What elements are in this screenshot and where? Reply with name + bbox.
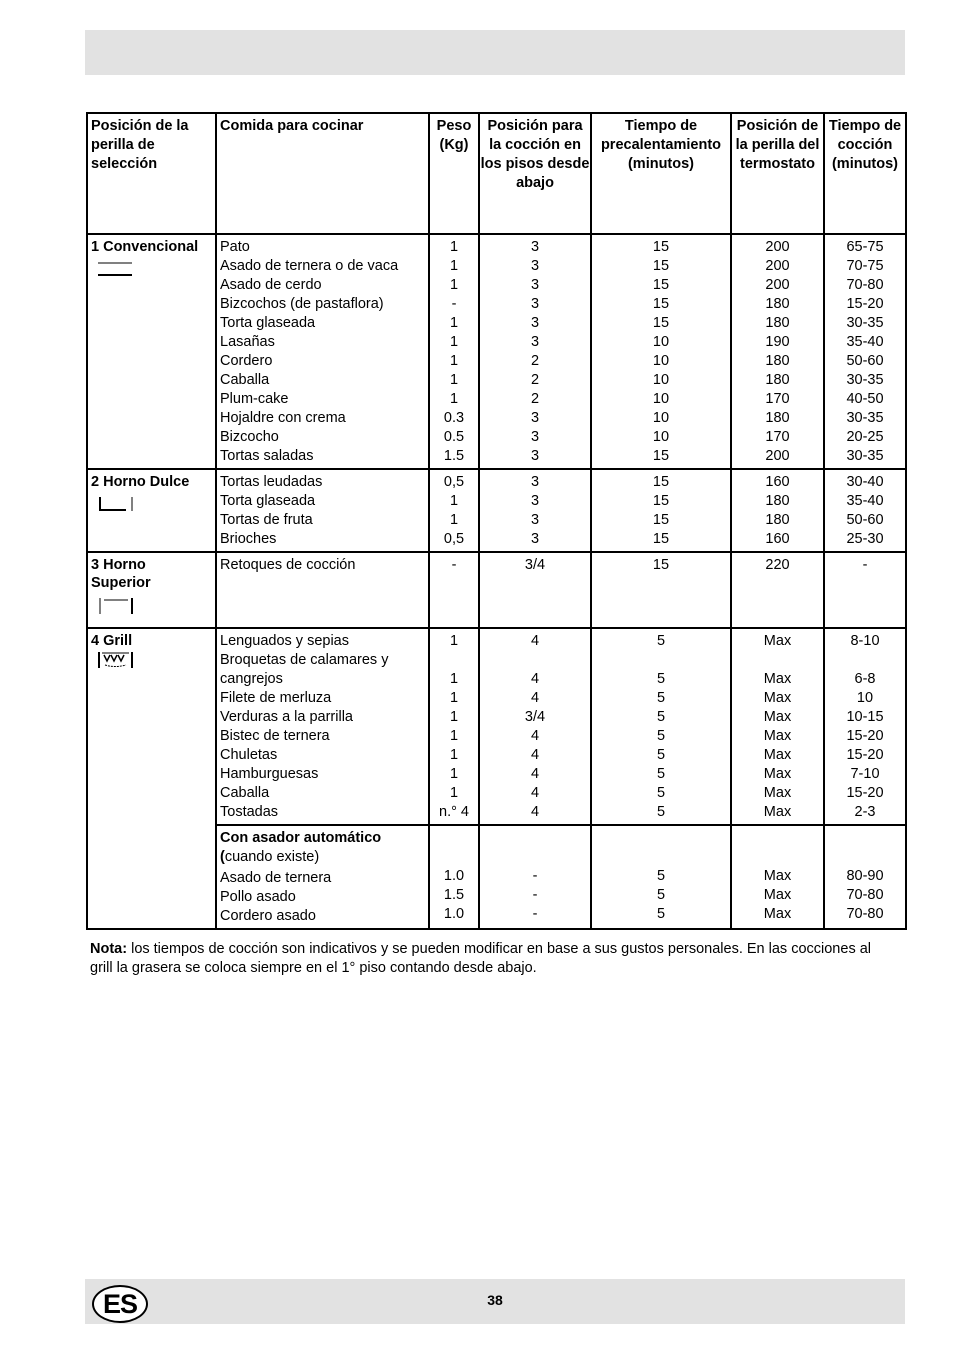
table-cell-line: 2 <box>530 372 540 388</box>
table-cell-line: 170 <box>765 391 790 407</box>
table-cell-line: 15-20 <box>846 728 884 744</box>
level-list <box>480 470 590 551</box>
table-cell-line: Max <box>763 633 792 649</box>
rotisserie-heading: Con asador automático <box>220 830 382 846</box>
table-cell-line: Asado de ternera <box>220 870 332 886</box>
language-badge: ES <box>92 1285 148 1323</box>
table-cell-line: 15 <box>652 239 670 255</box>
table-cell-line: 5 <box>656 868 666 884</box>
table-cell-line: 10 <box>652 334 670 350</box>
section-grill <box>87 628 906 825</box>
table-cell-line: Max <box>763 766 792 782</box>
table-cell-line: Bistec de ternera <box>220 728 330 744</box>
level-list <box>480 553 590 577</box>
table-cell-line: 40-50 <box>846 391 884 407</box>
table-cell-line: 200 <box>765 239 790 255</box>
table-cell-line: 15 <box>652 557 670 573</box>
table-cell-line: Cordero asado <box>220 908 316 924</box>
preheat-list <box>592 553 730 577</box>
table-cell-line: Asado de cerdo <box>220 277 322 293</box>
table-cell-line: Caballa <box>220 372 270 388</box>
table-cell-line: 3 <box>530 315 540 331</box>
table-cell-line: 3 <box>530 410 540 426</box>
time-list <box>825 826 905 926</box>
rotisserie-subheading: (cuando existe) <box>220 849 320 865</box>
col-header-time: Tiempo de cocción (minutos) <box>824 113 906 234</box>
food-list <box>217 629 428 824</box>
section-title: 2 Horno Dulce <box>91 474 190 490</box>
table-cell-line: 5 <box>656 728 666 744</box>
table-cell-line: Max <box>763 906 792 922</box>
col-header-thermostat: Posición de la perilla del termostato <box>731 113 824 234</box>
table-cell-line: 1 <box>449 239 459 255</box>
table-cell-line: 180 <box>765 353 790 369</box>
table-cell-line: 200 <box>765 258 790 274</box>
table-cell-line: 5 <box>656 887 666 903</box>
table-cell-line: 35-40 <box>846 334 884 350</box>
table-cell-line: 6-8 <box>854 671 876 687</box>
table-cell-line: Tortas de fruta <box>220 512 313 528</box>
table-cell-line: 1 <box>449 728 459 744</box>
table-cell-line: 65-75 <box>846 239 884 255</box>
table-cell-line: - <box>532 906 538 922</box>
table-cell-line: 180 <box>765 512 790 528</box>
table-cell-line: Chuletas <box>220 747 278 763</box>
table-cell-line: Torta glaseada <box>220 493 316 509</box>
table-cell-line: 4 <box>530 728 540 744</box>
table-cell-line: 15 <box>652 448 670 464</box>
bottom-heat-icon <box>96 495 215 513</box>
table-cell-line: 180 <box>765 315 790 331</box>
table-cell-line: 1.5 <box>443 448 465 464</box>
table-cell-line: 70-80 <box>846 277 884 293</box>
table-cell-line: Tortas saladas <box>220 448 314 464</box>
food-list <box>217 869 428 928</box>
section-top-heat <box>87 552 906 628</box>
time-list <box>825 470 905 551</box>
table-cell-line: 15 <box>652 277 670 293</box>
weight-list <box>430 553 478 577</box>
table-cell-line: 1 <box>449 334 459 350</box>
table-cell-line <box>595 651 727 670</box>
table-cell-line: 4 <box>530 633 540 649</box>
table-cell-line: 70-75 <box>846 258 884 274</box>
table-cell-line: - <box>862 557 868 573</box>
grill-icon <box>96 650 215 668</box>
table-cell-line: 1 <box>449 391 459 407</box>
table-cell-line: Verduras a la parrilla <box>220 709 353 725</box>
col-header-preheat: Tiempo de precalentamiento (minutos) <box>591 113 731 234</box>
table-cell-line: Torta glaseada <box>220 315 316 331</box>
table-cell-line <box>483 651 587 670</box>
table-cell-line: 0,5 <box>443 474 465 490</box>
weight-list <box>430 629 478 824</box>
table-cell-line: 25-30 <box>846 531 884 547</box>
table-cell-line: 10 <box>652 372 670 388</box>
table-cell-line: 50-60 <box>846 512 884 528</box>
table-cell-line: Hamburguesas <box>220 766 319 782</box>
table-cell-line: Tostadas <box>220 804 279 820</box>
note-paragraph <box>90 940 890 978</box>
page-number: 38 <box>487 1292 503 1308</box>
table-cell-line: 8-10 <box>850 633 880 649</box>
table-cell-line: 15 <box>652 315 670 331</box>
table-cell-line: 3 <box>530 258 540 274</box>
table-cell-line: 3 <box>530 296 540 312</box>
table-cell-line: 0.5 <box>443 429 465 445</box>
table-cell-line: 10-15 <box>846 709 884 725</box>
table-cell-line: Max <box>763 804 792 820</box>
table-cell-line: 0.3 <box>443 410 465 426</box>
note-label: Nota: <box>90 941 128 957</box>
table-cell-line: Hojaldre con crema <box>220 410 346 426</box>
table-cell-line: 1 <box>449 372 459 388</box>
table-cell-line: 1 <box>449 315 459 331</box>
table-cell-line: Filete de merluza <box>220 690 332 706</box>
col-header-food: Comida para cocinar <box>216 113 429 234</box>
table-cell-line: cangrejos <box>220 671 283 687</box>
table-cell-line: 30-35 <box>846 372 884 388</box>
table-cell-line: 15 <box>652 474 670 490</box>
table-cell-line: 4 <box>530 766 540 782</box>
preheat-list <box>592 629 730 824</box>
table-cell-line: Asado de ternera o de vaca <box>220 258 399 274</box>
table-cell-line: 30-40 <box>846 474 884 490</box>
food-list <box>217 553 428 577</box>
table-cell-line: 3 <box>530 334 540 350</box>
table-cell-line: 1 <box>449 258 459 274</box>
table-cell-line: 15-20 <box>846 785 884 801</box>
table-cell-line: 10 <box>652 410 670 426</box>
food-list <box>217 470 428 551</box>
table-cell-line: 3 <box>530 448 540 464</box>
section-label-cell <box>87 234 216 469</box>
table-cell-line: 1 <box>449 512 459 528</box>
section-bottom-heat <box>87 469 906 552</box>
col-header-selector: Posición de la perilla de selección <box>87 113 216 234</box>
table-cell-line: 30-35 <box>846 315 884 331</box>
table-cell-line: Brioches <box>220 531 277 547</box>
table-cell-line: 5 <box>656 804 666 820</box>
section-title: 1 Convencional <box>91 239 199 255</box>
table-cell-line: 15 <box>652 512 670 528</box>
table-cell-line: Caballa <box>220 785 270 801</box>
weight-list <box>430 235 478 468</box>
table-cell-line: 15 <box>652 531 670 547</box>
table-cell-line: Lasañas <box>220 334 275 350</box>
thermostat-list <box>732 629 823 824</box>
top-heat-icon <box>96 596 215 614</box>
table-cell-line: Max <box>763 887 792 903</box>
time-list <box>825 553 905 577</box>
table-cell-line: 1 <box>449 690 459 706</box>
table-cell-line: 3 <box>530 474 540 490</box>
table-cell-line: 10 <box>652 429 670 445</box>
table-cell-line: 30-35 <box>846 448 884 464</box>
table-cell-line: 160 <box>765 531 790 547</box>
table-cell-line: 30-35 <box>846 410 884 426</box>
table-cell-line: 3 <box>530 493 540 509</box>
thermostat-list <box>732 553 823 577</box>
table-cell-line: Max <box>763 709 792 725</box>
table-cell-line: 3 <box>530 239 540 255</box>
level-list <box>480 235 590 468</box>
conventional-heat-icon <box>96 260 215 278</box>
table-cell-line: 1 <box>449 766 459 782</box>
table-cell-line: Plum-cake <box>220 391 289 407</box>
header-band <box>85 30 905 75</box>
note-text: los tiempos de cocción son indicativos y se pueden modificar en base a sus gustos personales. En las cocciones al grill la grasera se coloca siempre en el 1° piso contando desde abajo. <box>90 941 872 976</box>
table-cell-line: 0,5 <box>443 531 465 547</box>
table-cell-line: 15 <box>652 296 670 312</box>
table-cell-line: 4 <box>530 747 540 763</box>
table-cell-line: Lenguados y sepias <box>220 633 349 649</box>
table-cell-line: - <box>532 868 538 884</box>
table-header-row <box>87 113 906 234</box>
preheat-list <box>592 235 730 468</box>
weight-list <box>430 826 478 926</box>
table-cell-line: 4 <box>530 804 540 820</box>
table-cell-line: 3 <box>530 277 540 293</box>
level-list <box>480 826 590 926</box>
table-cell-line: Cordero <box>220 353 273 369</box>
table-cell-line: 170 <box>765 429 790 445</box>
table-cell-line: Max <box>763 868 792 884</box>
table-cell-line: 5 <box>656 671 666 687</box>
table-cell-line: 1 <box>449 277 459 293</box>
table-cell-line: 2 <box>530 391 540 407</box>
preheat-list <box>592 826 730 926</box>
table-cell-line: 5 <box>656 766 666 782</box>
table-cell-line: 180 <box>765 372 790 388</box>
table-cell-line: 5 <box>656 906 666 922</box>
table-cell-line: 180 <box>765 410 790 426</box>
table-cell-line: 1 <box>449 633 459 649</box>
table-cell-line: 15-20 <box>846 747 884 763</box>
table-cell-line: 1 <box>449 785 459 801</box>
section-title-line-2: Superior <box>91 575 151 591</box>
table-cell-line: Max <box>763 728 792 744</box>
col-header-level: Posición para la cocción en los pisos desde abajo <box>479 113 591 234</box>
table-cell-line: - <box>451 296 457 312</box>
table-cell-line: 7-10 <box>850 766 880 782</box>
weight-list <box>430 470 478 551</box>
table-cell-line: 5 <box>656 709 666 725</box>
table-cell-line: 15 <box>652 258 670 274</box>
table-cell-line: 1 <box>449 671 459 687</box>
table-cell-line: 180 <box>765 296 790 312</box>
table-cell-line: 1.0 <box>443 906 465 922</box>
table-cell-line: Retoques de cocción <box>220 557 356 573</box>
table-cell-line: - <box>532 887 538 903</box>
table-cell-line: 5 <box>656 747 666 763</box>
table-cell-line: 160 <box>765 474 790 490</box>
table-cell-line: 35-40 <box>846 493 884 509</box>
level-list <box>480 629 590 824</box>
col-header-weight: Peso (Kg) <box>429 113 479 234</box>
section-label-cell <box>87 469 216 552</box>
table-cell-line: 50-60 <box>846 353 884 369</box>
table-cell-line: 190 <box>765 334 790 350</box>
food-list <box>217 235 428 468</box>
table-cell-line: 180 <box>765 493 790 509</box>
table-cell-line: 15 <box>652 493 670 509</box>
table-cell-line: 1.0 <box>443 868 465 884</box>
table-cell-line: 2 <box>530 353 540 369</box>
time-list <box>825 629 905 824</box>
table-cell-line: 3 <box>530 531 540 547</box>
table-cell-line: 10 <box>652 391 670 407</box>
table-cell-line: Bizcochos (de pastaflora) <box>220 296 384 312</box>
table-cell-line: n.° 4 <box>439 804 469 820</box>
table-cell-line <box>735 651 820 670</box>
table-cell-line <box>433 651 475 670</box>
table-cell-line: 3/4 <box>524 557 546 573</box>
table-cell-line: 4 <box>530 785 540 801</box>
table-cell-line: - <box>451 557 457 573</box>
time-list <box>825 235 905 468</box>
table-cell-line: Max <box>763 785 792 801</box>
table-cell-line: 70-80 <box>846 887 884 903</box>
thermostat-list <box>732 235 823 468</box>
section-title-line-1: 3 Horno <box>91 557 146 573</box>
table-cell-line <box>828 651 902 670</box>
preheat-list <box>592 470 730 551</box>
table-cell-line: Tortas leudadas <box>220 474 323 490</box>
table-cell-line: 20-25 <box>846 429 884 445</box>
table-cell-line: 1 <box>449 353 459 369</box>
section-label-cell <box>87 628 216 929</box>
table-cell-line: 1 <box>449 747 459 763</box>
section-conventional <box>87 234 906 469</box>
table-cell-line: Max <box>763 671 792 687</box>
thermostat-list <box>732 470 823 551</box>
table-cell-line: 220 <box>765 557 790 573</box>
table-cell-line: 10 <box>652 353 670 369</box>
table-cell-line: Broquetas de calamares y <box>220 652 389 668</box>
table-cell-line: Pato <box>220 239 250 255</box>
section-title: 4 Grill <box>91 633 133 649</box>
table-cell-line: 10 <box>856 690 874 706</box>
table-cell-line: 15-20 <box>846 296 884 312</box>
table-cell-line: 2-3 <box>854 804 876 820</box>
table-cell-line: 4 <box>530 690 540 706</box>
table-cell-line: Max <box>763 747 792 763</box>
section-label-cell <box>87 552 216 628</box>
footer-band <box>85 1279 905 1324</box>
table-cell-line: 3 <box>530 512 540 528</box>
table-cell-line: 1 <box>449 709 459 725</box>
table-cell-line: Max <box>763 690 792 706</box>
table-cell-line: 5 <box>656 785 666 801</box>
table-cell-line: 200 <box>765 277 790 293</box>
cooking-table <box>86 112 907 930</box>
table-cell-line: 1 <box>449 493 459 509</box>
table-cell-line: 70-80 <box>846 906 884 922</box>
table-cell-line: 200 <box>765 448 790 464</box>
table-cell-line: 3 <box>530 429 540 445</box>
table-cell-line: 4 <box>530 671 540 687</box>
thermostat-list <box>732 826 823 926</box>
table-cell-line: 80-90 <box>846 868 884 884</box>
table-cell-line: 5 <box>656 690 666 706</box>
table-cell-line: 5 <box>656 633 666 649</box>
table-cell-line: 1.5 <box>443 887 465 903</box>
table-cell-line: 3/4 <box>524 709 546 725</box>
table-cell-line: Bizcocho <box>220 429 279 445</box>
table-cell-line: Pollo asado <box>220 889 296 905</box>
